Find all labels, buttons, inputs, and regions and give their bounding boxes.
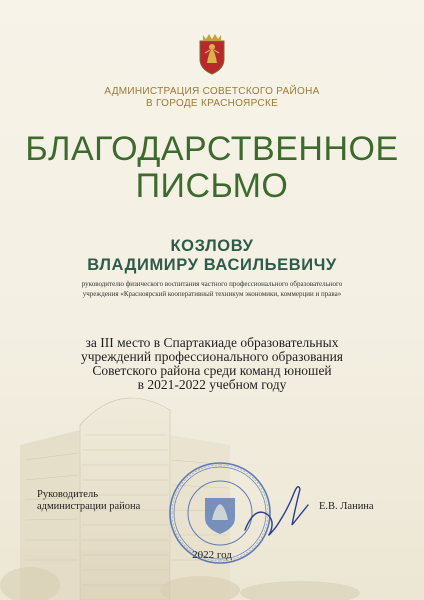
administration-line-2: В ГОРОДЕ КРАСНОЯРСКЕ bbox=[145, 98, 279, 109]
award-reason-line-4: в 2021-2022 учебном году bbox=[137, 377, 287, 392]
handwritten-signature bbox=[240, 475, 320, 545]
recipient-position-line-1: руководителю физического воспитания частного профессионального образовательного bbox=[81, 280, 343, 288]
award-reason-line-2: учреждений профессионального образования bbox=[80, 349, 344, 364]
recipient-name-patronymic: ВЛАДИМИРУ ВАСИЛЬЕВИЧУ bbox=[87, 256, 337, 274]
document-year: 2022 год bbox=[192, 549, 232, 561]
award-reason-line-3: Советского района среди команд юношей bbox=[92, 363, 332, 378]
document-title-line-2: ПИСЬМО bbox=[135, 167, 289, 205]
administration-line-1: АДМИНИСТРАЦИЯ СОВЕТСКОГО РАЙОНА bbox=[104, 86, 320, 97]
signer-role-line-2: администрации района bbox=[37, 501, 141, 512]
signer-name: Е.В. Ланина bbox=[319, 501, 374, 512]
award-reason-line-1: за III место в Спартакиаде образовательных bbox=[85, 335, 339, 350]
recipient-surname: КОЗЛОВУ bbox=[170, 237, 254, 255]
krasnoyarsk-coat-of-arms-icon bbox=[197, 33, 227, 75]
signer-role-line-1: Руководитель bbox=[37, 489, 98, 500]
recipient-position-line-2: учреждения «Красноярский кооперативный техникум экономики, коммерции и права» bbox=[82, 290, 342, 298]
document-title-line-1: БЛАГОДАРСТВЕННОЕ bbox=[25, 130, 399, 168]
